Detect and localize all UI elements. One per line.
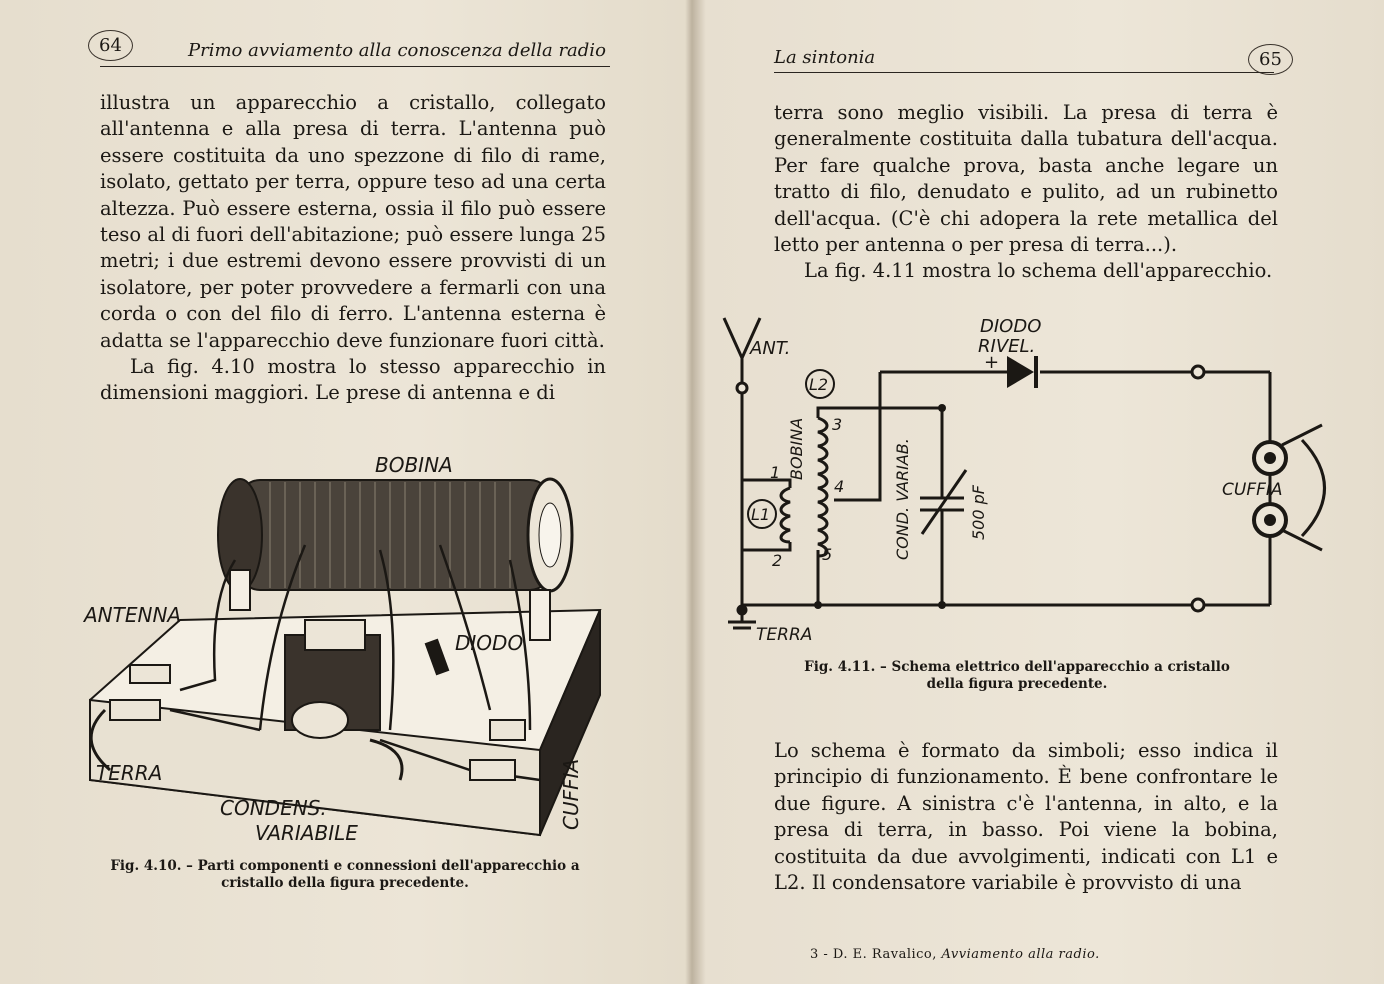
schematic-label-4: 4	[834, 477, 845, 496]
figure-caption	[802, 659, 1232, 693]
schematic-label-3: 3	[832, 415, 843, 434]
figure-label-antenna: ANTENNA	[84, 603, 182, 627]
caption-text: Parti componenti e connessioni dell'apparecchio a cristallo della figura precedente.	[197, 858, 580, 891]
schematic-label-1: 1	[770, 463, 781, 482]
figure-label-bobina: BOBINA	[375, 453, 453, 477]
caption-line-2: della figura precedente.	[926, 676, 1108, 692]
figure-label-diodo: DIODO	[455, 631, 524, 655]
schematic-label-l1: L1	[751, 505, 771, 524]
schematic-label-bobina: BOBINA	[787, 417, 806, 480]
page-footer	[810, 947, 1100, 962]
schematic-label-plus: +	[984, 352, 1000, 373]
footer-signature: 3 - D. E. Ravalico,	[810, 947, 937, 962]
body-text-bottom	[774, 738, 1278, 896]
figure-label-condens: CONDENS.	[220, 796, 327, 820]
schematic-label-cuffia: CUFFIA	[1222, 480, 1283, 500]
paragraph: illustra un apparecchio a cristallo, collegato all'antenna e alla presa di terra. L'antenna può essere costituita da uno spezzone di filo di rame, isolato, gettato per terra, oppure teso ad una certa altezza. Può essere esterna, ossia il filo può essere teso al di fuori dell'abitazione; può essere lunga 25 metri; i due estremi devono essere provvisti di un isolatore, per poter provvedere a fermarli con una corda o con del filo di ferro. L'antenna esterna è adatta se l'apparecchio deve funzionare fuori città.	[100, 91, 606, 352]
schematic-label-cond: COND. VARIAB.	[893, 438, 912, 560]
crystal-radio-illustration	[70, 450, 610, 850]
right-page	[692, 0, 1384, 984]
figure-label-cuffia: CUFFIA	[559, 758, 583, 830]
schematic-label-5: 5	[822, 545, 833, 564]
body-text-top	[774, 100, 1278, 285]
running-header: La sintonia	[774, 47, 876, 68]
caption-label: Fig. 4.10. –	[110, 858, 193, 874]
schematic-label-l2: L2	[809, 375, 829, 394]
footer-title: Avviamento alla radio.	[941, 947, 1100, 962]
body-text	[100, 90, 606, 407]
paragraph: terra sono meglio visibili. La presa di terra è generalmente costituita dalla tubatura dell'acqua. Per fare qualche prova, basta anche legare un tratto di filo, denudato e pulito, ad un rubinetto dell'acqua. (C'è chi adopera la rete metallica del letto per antenna o per presa di terra...).	[774, 101, 1278, 257]
header-rule	[774, 72, 1274, 73]
figure-label-terra: TERRA	[96, 761, 163, 785]
schematic-label-rivel: RIVEL.	[978, 336, 1036, 357]
caption-line-1: Schema elettrico dell'apparecchio a cristallo	[891, 659, 1230, 675]
schematic-label-terra: TERRA	[756, 625, 813, 645]
figure-caption	[90, 858, 600, 892]
circuit-schematic	[722, 310, 1342, 650]
schematic-label-2: 2	[772, 551, 783, 570]
page-number: 65	[1248, 44, 1293, 75]
schematic-label-pf: 500 pF	[969, 485, 988, 540]
figure-label-variabile: VARIABILE	[255, 821, 358, 845]
schematic-label-diodo: DIODO	[980, 316, 1042, 337]
caption-label: Fig. 4.11. –	[804, 659, 887, 675]
paragraph: La fig. 4.10 mostra lo stesso apparecchio in dimensioni maggiori. Le prese di antenna e di	[100, 355, 606, 405]
paragraph: La fig. 4.11 mostra lo schema dell'apparecchio.	[804, 259, 1273, 283]
header-rule	[100, 66, 610, 67]
paragraph: Lo schema è formato da simboli; esso indica il principio di funzionamento. È bene confrontare le due figure. A sinistra c'è l'antenna, in alto, e la presa di terra, in basso. Poi viene la bobina, costituita da due avvolgimenti, indicati con L1 e L2. Il condensatore variabile è provvisto di una	[774, 739, 1278, 895]
page-number: 64	[88, 30, 133, 61]
schematic-label-ant: ANT.	[750, 338, 791, 359]
running-header: Primo avviamento alla conoscenza della radio	[188, 40, 606, 61]
